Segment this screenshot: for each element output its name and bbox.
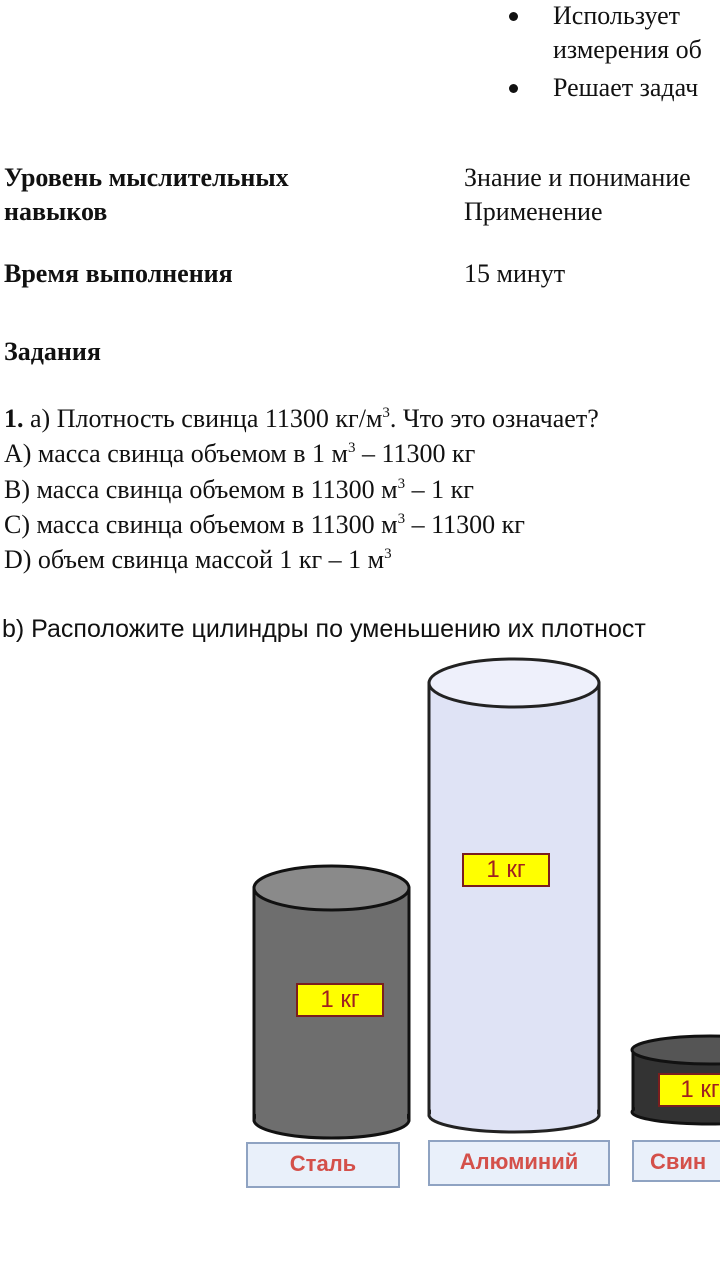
superscript: 3: [397, 476, 406, 492]
superscript: 3: [348, 440, 356, 456]
aluminium-cylinder: [429, 659, 599, 1132]
question-number: 1.: [4, 404, 24, 433]
question-text-end: . Что это означает?: [389, 404, 599, 433]
lead-name-box: Свин: [632, 1140, 720, 1182]
lead-mass-label: 1 кг: [658, 1073, 720, 1107]
skills-value: Знание и понимание: [464, 163, 691, 192]
bullet-dot: [509, 84, 518, 93]
option-b-tail: – 1 кг: [405, 475, 474, 504]
aluminium-name-box: Алюминий: [428, 1140, 610, 1186]
bullet-dot: [509, 12, 518, 21]
question-1: [4, 402, 599, 436]
aluminium-mass-label: 1 кг: [462, 853, 550, 887]
steel-name-box: Сталь: [246, 1142, 400, 1188]
option-b-text: B) масса свинца объемом в 11300 м: [4, 475, 398, 504]
tasks-heading: Задания: [4, 337, 101, 366]
bullet-text-2: Решает задач: [553, 73, 699, 102]
option-a-tail: – 11300 кг: [355, 439, 476, 468]
time-label: Время выполнения: [4, 259, 233, 288]
superscript: 3: [384, 546, 392, 562]
skills-value-cont: Применение: [464, 197, 603, 226]
option-b: [4, 473, 474, 507]
skills-label: Уровень мыслительных: [4, 163, 289, 192]
option-c: [4, 508, 525, 542]
option-d-text: D) объем свинца массой 1 кг – 1 м: [4, 545, 385, 574]
option-c-text: C) масса свинца объемом в 11300 м: [4, 510, 398, 539]
option-c-tail: – 11300 кг: [405, 510, 525, 539]
option-a-text: A) масса свинца объемом в 1 м: [4, 439, 348, 468]
question-text: a) Плотность свинца 11300 кг/м: [30, 404, 383, 433]
option-d: [4, 543, 392, 577]
superscript: 3: [397, 511, 406, 527]
superscript: 3: [382, 405, 390, 421]
bullet-text-1: Использует: [553, 1, 681, 30]
time-value: 15 минут: [464, 259, 566, 288]
steel-mass-label: 1 кг: [296, 983, 384, 1017]
cylinders-figure: [0, 645, 720, 1205]
part-b-text: b) Расположите цилиндры по уменьшению их плотност: [2, 615, 646, 643]
skills-label-cont: навыков: [4, 197, 108, 226]
option-a: [4, 437, 475, 471]
bullet-text-1-cont: измерения об: [553, 35, 702, 64]
